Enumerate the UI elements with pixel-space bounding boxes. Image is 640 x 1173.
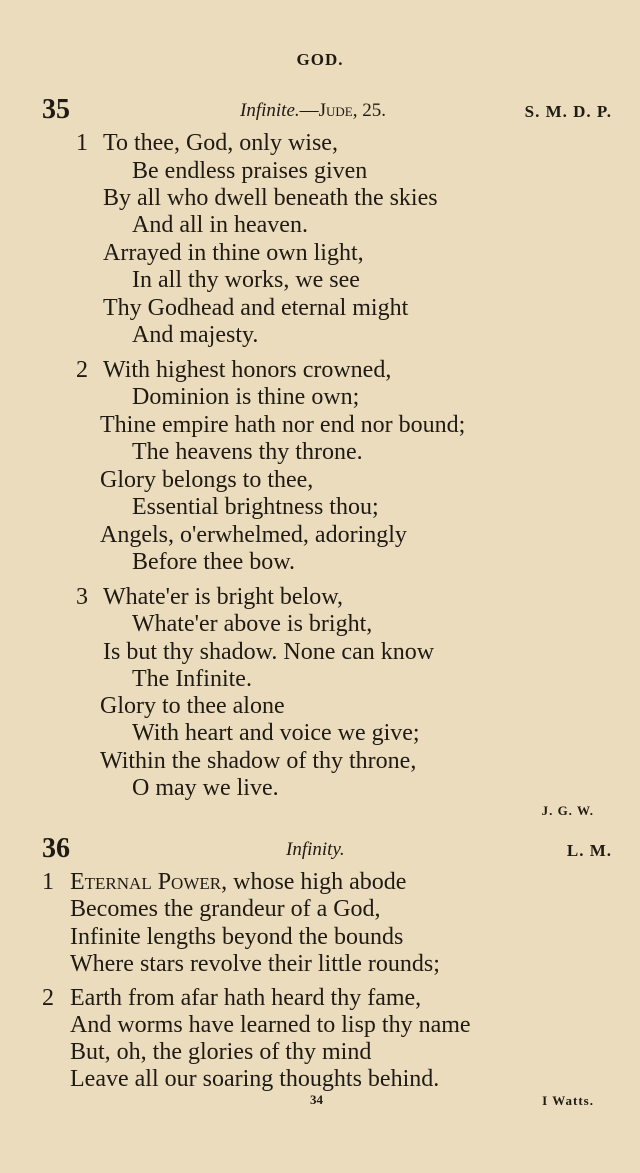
verse-number: 1 <box>76 130 88 156</box>
verse-line: Infinite lengths beyond the bounds <box>70 924 404 950</box>
verse-line: Where stars revolve their little rounds; <box>70 951 440 977</box>
verse-line: Be endless praises given <box>132 158 368 184</box>
verse-line: The Infinite. <box>132 666 252 692</box>
hymn-meter: S. M. D. P. <box>524 102 612 121</box>
author-credit: J. G. W. <box>541 803 594 818</box>
first-words: Eternal Power, <box>70 869 228 895</box>
first-line-rest: whose high abode <box>227 869 407 895</box>
hymn-number: 36 <box>42 833 70 864</box>
hymn-number: 35 <box>42 94 70 125</box>
verse-number: 1 <box>42 869 54 895</box>
hymn-header <box>0 96 640 126</box>
running-head: GOD. <box>296 50 344 69</box>
verse-line: Thy Godhead and eternal might <box>103 295 409 321</box>
verse-line: To thee, God, only wise, <box>103 130 338 156</box>
hymn-title: Infinity. <box>286 839 345 860</box>
scripture-reference: —Jude, 25. <box>299 100 387 121</box>
hymn-header <box>0 835 640 865</box>
verse-line: Arrayed in thine own light, <box>103 240 364 266</box>
verse-line: And worms have learned to lisp thy name <box>70 1012 471 1038</box>
verse-line: Within the shadow of thy throne, <box>100 748 417 774</box>
verse-line: Leave all our soaring thoughts behind. <box>70 1066 440 1092</box>
verse-line: Whate'er above is bright, <box>132 611 373 637</box>
verse-line: Essential brightness thou; <box>132 494 379 520</box>
hymn-title <box>240 100 386 122</box>
verse-line: O may we live. <box>132 775 279 801</box>
verse-number: 2 <box>42 985 54 1011</box>
verse-line: Earth from afar hath heard thy fame, <box>70 985 422 1011</box>
hymn-meter: L. M. <box>566 841 612 860</box>
verse-number: 2 <box>76 357 88 383</box>
verse-line: Whate'er is bright below, <box>103 584 344 610</box>
verse-line <box>70 868 406 896</box>
author-credit: I Watts. <box>542 1093 594 1108</box>
verse-line: Thine empire hath nor end nor bound; <box>100 412 466 438</box>
verse-line: But, oh, the glories of thy mind <box>70 1039 372 1065</box>
verse-line: In all thy works, we see <box>132 267 360 293</box>
verse-line: And all in heaven. <box>132 212 308 238</box>
verse-line: Becomes the grandeur of a God, <box>70 896 381 922</box>
verse-line: Angels, o'erwhelmed, adoringly <box>100 522 407 548</box>
verse-line: The heavens thy throne. <box>132 439 363 465</box>
verse-line: With heart and voice we give; <box>132 720 420 746</box>
verse-line: Glory belongs to thee, <box>100 467 314 493</box>
verse-line: By all who dwell beneath the skies <box>103 185 438 211</box>
verse-line: Before thee bow. <box>132 549 296 575</box>
verse-line: And majesty. <box>132 322 259 348</box>
verse-number: 3 <box>76 584 88 610</box>
verse-line: Dominion is thine own; <box>132 384 360 410</box>
verse-line: With highest honors crowned, <box>103 357 392 383</box>
verse-line: Glory to thee alone <box>100 693 285 719</box>
hymn-title-text: Infinite. <box>240 100 300 121</box>
verse-line: Is but thy shadow. None can know <box>103 639 435 665</box>
page-number: 34 <box>310 1092 323 1107</box>
